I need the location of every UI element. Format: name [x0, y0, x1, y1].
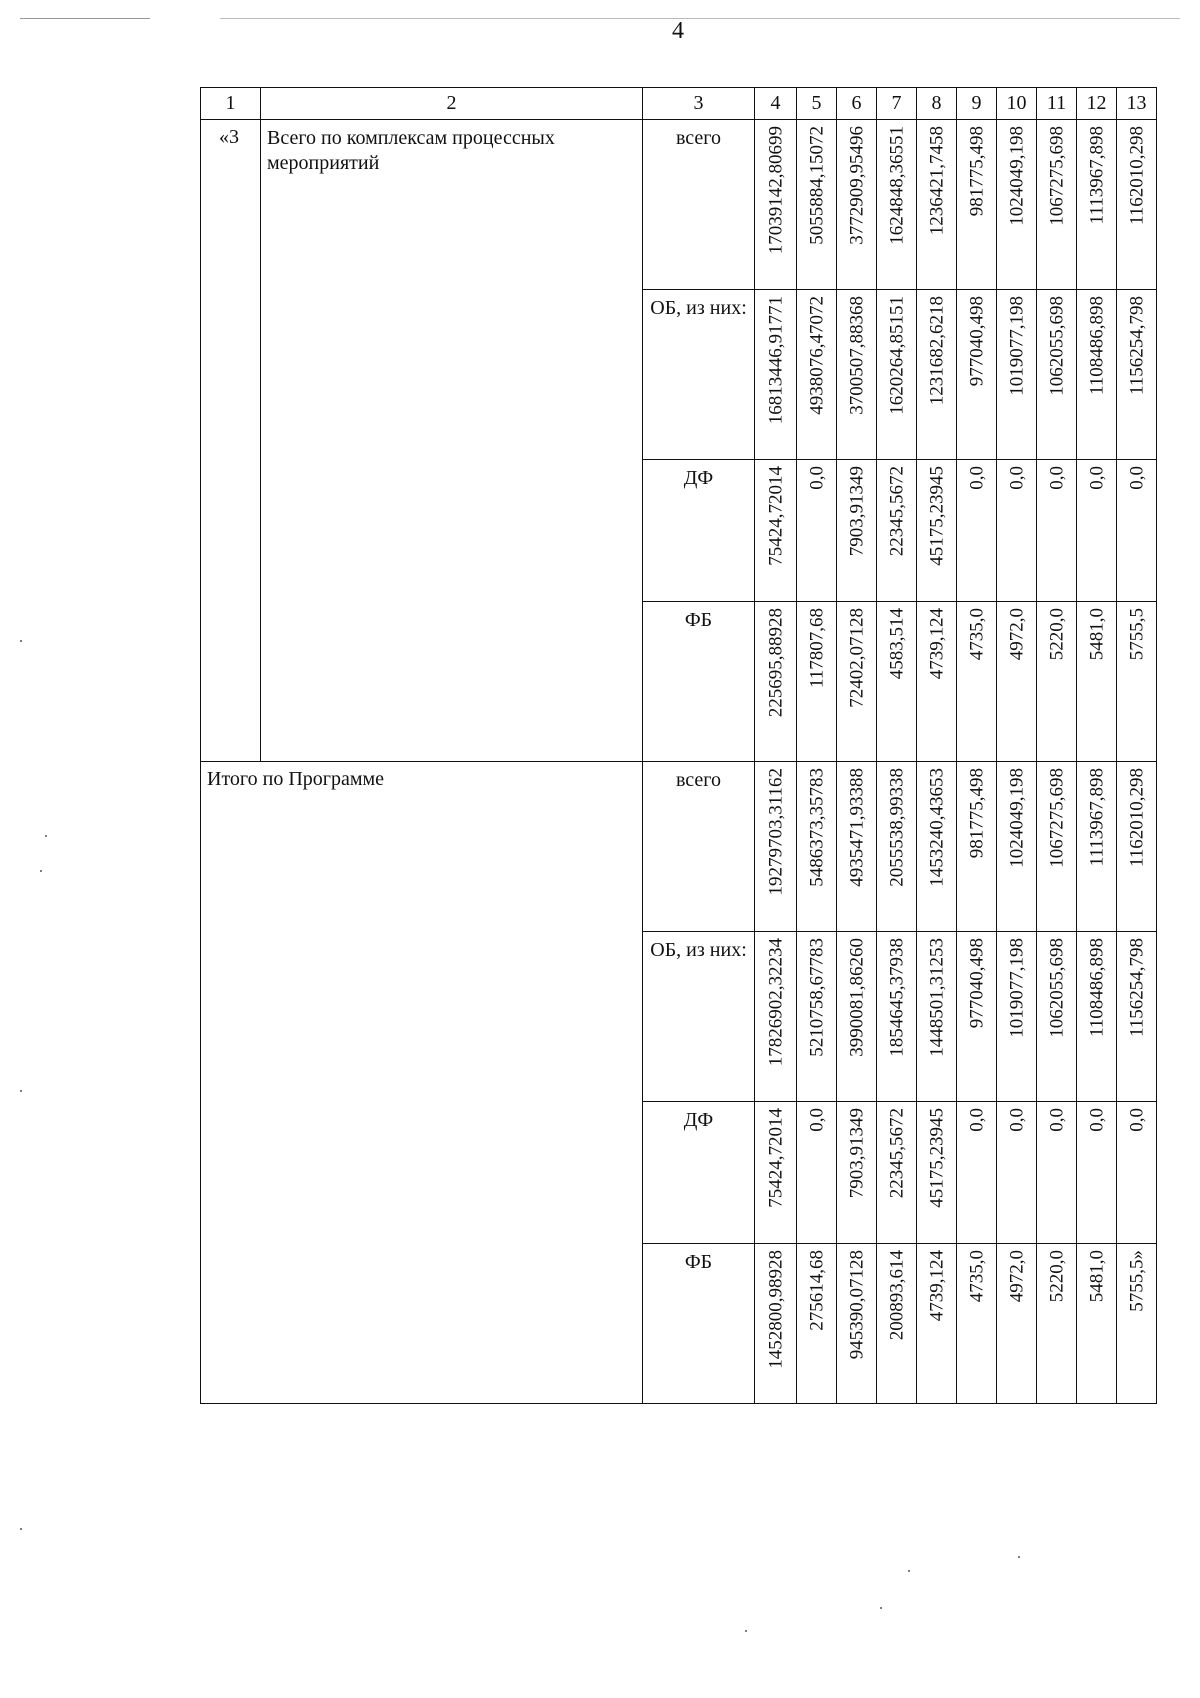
value-cell [877, 460, 917, 602]
value-text: 275614,68 [806, 1250, 827, 1331]
value-cell [1037, 602, 1077, 762]
value-cell [957, 120, 997, 290]
value-cell [957, 602, 997, 762]
value-text: 1108486,898 [1086, 938, 1107, 1038]
funding-type-cell: ДФ [643, 1102, 755, 1244]
value-cell [755, 602, 797, 762]
value-cell [1077, 932, 1117, 1102]
value-cell [877, 762, 917, 932]
value-cell [997, 1102, 1037, 1244]
value-cell [1117, 762, 1157, 932]
value-cell [837, 932, 877, 1102]
header-row [201, 88, 1157, 120]
value-text: 1448501,31253 [926, 938, 947, 1057]
header-cell-2: 2 [261, 88, 643, 120]
funding-type-cell: ФБ [643, 602, 755, 762]
funding-type-cell: ФБ [643, 1244, 755, 1404]
value-text: 0,0 [1086, 1108, 1107, 1132]
scan-speck [745, 1630, 747, 1632]
value-text: 0,0 [1006, 466, 1027, 490]
value-text: 45175,23945 [926, 1108, 947, 1208]
value-cell [917, 460, 957, 602]
value-cell [1117, 1244, 1157, 1404]
value-text: 1067275,698 [1046, 768, 1067, 868]
value-text: 0,0 [1086, 466, 1107, 490]
value-cell [997, 932, 1037, 1102]
value-text: 0,0 [1126, 466, 1147, 490]
funding-type-cell: ОБ, из них: [643, 290, 755, 460]
value-cell [837, 120, 877, 290]
value-text: 2055538,99338 [886, 768, 907, 887]
value-text: 1624848,36551 [886, 126, 907, 245]
value-cell [797, 602, 837, 762]
value-cell [755, 762, 797, 932]
funding-type-cell: всего [643, 762, 755, 932]
program-total-name: Итого по Программе [201, 762, 643, 1404]
value-text: 5220,0 [1046, 608, 1067, 661]
scan-speck [880, 1607, 882, 1609]
value-cell [1117, 290, 1157, 460]
value-cell [837, 290, 877, 460]
value-text: 0,0 [806, 1108, 827, 1132]
value-cell [997, 120, 1037, 290]
value-text: 945390,07128 [846, 1250, 867, 1360]
value-text: 977040,498 [966, 938, 987, 1029]
value-cell [797, 932, 837, 1102]
value-text: 7903,91349 [846, 466, 867, 557]
value-cell [957, 460, 997, 602]
value-cell [917, 1244, 957, 1404]
header-cell-9: 9 [957, 88, 997, 120]
value-cell [837, 1102, 877, 1244]
value-cell [797, 120, 837, 290]
header-cell-3: 3 [643, 88, 755, 120]
value-text: 4972,0 [1006, 608, 1027, 661]
value-cell [917, 932, 957, 1102]
value-cell [997, 290, 1037, 460]
value-text: 1108486,898 [1086, 296, 1107, 396]
value-text: 1019077,198 [1006, 938, 1027, 1038]
value-text: 0,0 [966, 1108, 987, 1132]
value-text: 3990081,86260 [846, 938, 867, 1057]
value-text: 117807,68 [806, 608, 827, 689]
value-cell [877, 1244, 917, 1404]
page-number: 4 [672, 18, 684, 44]
value-cell [797, 460, 837, 602]
value-cell [917, 602, 957, 762]
value-cell [755, 932, 797, 1102]
value-cell [755, 290, 797, 460]
scan-speck [40, 870, 42, 872]
value-text: 1156254,798 [1126, 938, 1147, 1038]
value-text: 1062055,698 [1046, 296, 1067, 396]
scan-speck [20, 1090, 22, 1092]
value-cell [755, 120, 797, 290]
value-cell [997, 602, 1037, 762]
value-text: 1062055,698 [1046, 938, 1067, 1038]
value-cell [1037, 290, 1077, 460]
value-cell [1077, 290, 1117, 460]
value-cell [957, 290, 997, 460]
value-cell [837, 460, 877, 602]
value-text: 4739,124 [926, 1250, 947, 1322]
value-cell [1077, 1244, 1117, 1404]
value-text: 4583,514 [886, 608, 907, 680]
value-text: 7903,91349 [846, 1108, 867, 1199]
value-cell [1117, 120, 1157, 290]
table-row [201, 762, 1157, 932]
value-text: 5481,0 [1086, 608, 1107, 661]
value-text: 1156254,798 [1126, 296, 1147, 396]
header-cell-7: 7 [877, 88, 917, 120]
value-text: 5755,5 [1126, 608, 1147, 661]
value-cell [1037, 120, 1077, 290]
header-cell-8: 8 [917, 88, 957, 120]
funding-type-cell: ОБ, из них: [643, 932, 755, 1102]
value-text: 1067275,698 [1046, 126, 1067, 226]
value-text: 981775,498 [966, 126, 987, 217]
table-row [201, 120, 1157, 290]
section-number: «3 [201, 120, 261, 762]
value-cell [877, 932, 917, 1102]
value-text: 200893,614 [886, 1250, 907, 1341]
value-text: 4938076,47072 [806, 296, 827, 415]
value-text: 1162010,298 [1126, 768, 1147, 868]
value-text: 1231682,6218 [926, 296, 947, 406]
value-cell [917, 762, 957, 932]
value-text: 22345,5672 [886, 1108, 907, 1199]
value-text: 4735,0 [966, 1250, 987, 1303]
value-text: 1162010,298 [1126, 126, 1147, 226]
value-cell [837, 1244, 877, 1404]
value-text: 1452800,98928 [765, 1250, 786, 1369]
value-text: 5486373,35783 [806, 768, 827, 887]
value-text: 4935471,93388 [846, 768, 867, 887]
value-text: 5755,5» [1126, 1250, 1147, 1312]
header-cell-5: 5 [797, 88, 837, 120]
value-text: 75424,72014 [765, 466, 786, 566]
value-cell [755, 1102, 797, 1244]
value-text: 0,0 [1126, 1108, 1147, 1132]
value-cell [797, 1244, 837, 1404]
value-text: 19279703,31162 [765, 768, 786, 896]
value-cell [1037, 932, 1077, 1102]
value-text: 1113967,898 [1086, 126, 1107, 225]
header-cell-1: 1 [201, 88, 261, 120]
value-text: 1024049,198 [1006, 126, 1027, 226]
scan-speck [1018, 1556, 1020, 1558]
scan-speck [20, 1528, 22, 1530]
value-cell [837, 602, 877, 762]
value-cell [1037, 1244, 1077, 1404]
header-cell-11: 11 [1037, 88, 1077, 120]
value-cell [797, 762, 837, 932]
value-cell [1037, 762, 1077, 932]
value-cell [957, 762, 997, 932]
value-cell [917, 120, 957, 290]
value-cell [917, 1102, 957, 1244]
funding-type-cell: всего [643, 120, 755, 290]
header-cell-4: 4 [755, 88, 797, 120]
value-text: 75424,72014 [765, 1108, 786, 1208]
value-text: 4739,124 [926, 608, 947, 680]
value-cell [1117, 460, 1157, 602]
value-text: 1113967,898 [1086, 768, 1107, 867]
value-text: 5210758,67783 [806, 938, 827, 1057]
value-text: 5220,0 [1046, 1250, 1067, 1303]
value-text: 1453240,43653 [926, 768, 947, 887]
value-cell [997, 762, 1037, 932]
value-cell [997, 460, 1037, 602]
header-cell-12: 12 [1077, 88, 1117, 120]
value-cell [957, 1244, 997, 1404]
value-cell [797, 290, 837, 460]
value-cell [1077, 120, 1117, 290]
header-cell-13: 13 [1117, 88, 1157, 120]
value-cell [1077, 460, 1117, 602]
value-cell [1077, 762, 1117, 932]
value-cell [755, 460, 797, 602]
value-text: 5055884,15072 [806, 126, 827, 245]
value-text: 981775,498 [966, 768, 987, 859]
value-cell [1117, 1102, 1157, 1244]
value-text: 17826902,32234 [765, 938, 786, 1067]
value-text: 977040,498 [966, 296, 987, 387]
value-cell [877, 290, 917, 460]
scan-speck [45, 835, 47, 837]
value-text: 0,0 [1006, 1108, 1027, 1132]
value-cell [1077, 1102, 1117, 1244]
header-cell-10: 10 [997, 88, 1037, 120]
value-text: 4735,0 [966, 608, 987, 661]
value-text: 72402,07128 [846, 608, 867, 708]
value-text: 45175,23945 [926, 466, 947, 566]
value-cell [957, 1102, 997, 1244]
value-text: 1236421,7458 [926, 126, 947, 236]
value-cell [1037, 460, 1077, 602]
value-cell [1117, 932, 1157, 1102]
scan-speck [20, 640, 22, 642]
header-cell-6: 6 [837, 88, 877, 120]
value-cell [997, 1244, 1037, 1404]
value-cell [1077, 602, 1117, 762]
value-text: 1019077,198 [1006, 296, 1027, 396]
value-cell [957, 932, 997, 1102]
scan-speck [908, 1570, 910, 1572]
section-name: Всего по комплексам процессных мероприятий [261, 120, 643, 762]
value-cell [797, 1102, 837, 1244]
value-text: 5481,0 [1086, 1250, 1107, 1303]
value-text: 17039142,80699 [765, 126, 786, 255]
value-cell [877, 602, 917, 762]
funding-type-cell: ДФ [643, 460, 755, 602]
value-cell [1037, 1102, 1077, 1244]
value-text: 0,0 [1046, 1108, 1067, 1132]
value-cell [1117, 602, 1157, 762]
value-text: 4972,0 [1006, 1250, 1027, 1303]
value-text: 1854645,37938 [886, 938, 907, 1057]
value-text: 3772909,95496 [846, 126, 867, 245]
value-cell [877, 1102, 917, 1244]
value-cell [877, 120, 917, 290]
budget-table [200, 87, 1157, 1404]
value-text: 1024049,198 [1006, 768, 1027, 868]
value-cell [837, 762, 877, 932]
value-text: 3700507,88368 [846, 296, 867, 415]
value-text: 0,0 [1046, 466, 1067, 490]
value-cell [755, 1244, 797, 1404]
value-text: 16813446,91771 [765, 296, 786, 425]
value-cell [917, 290, 957, 460]
value-text: 1620264,85151 [886, 296, 907, 415]
value-text: 0,0 [966, 466, 987, 490]
value-text: 0,0 [806, 466, 827, 490]
value-text: 22345,5672 [886, 466, 907, 557]
value-text: 225695,88928 [765, 608, 786, 718]
